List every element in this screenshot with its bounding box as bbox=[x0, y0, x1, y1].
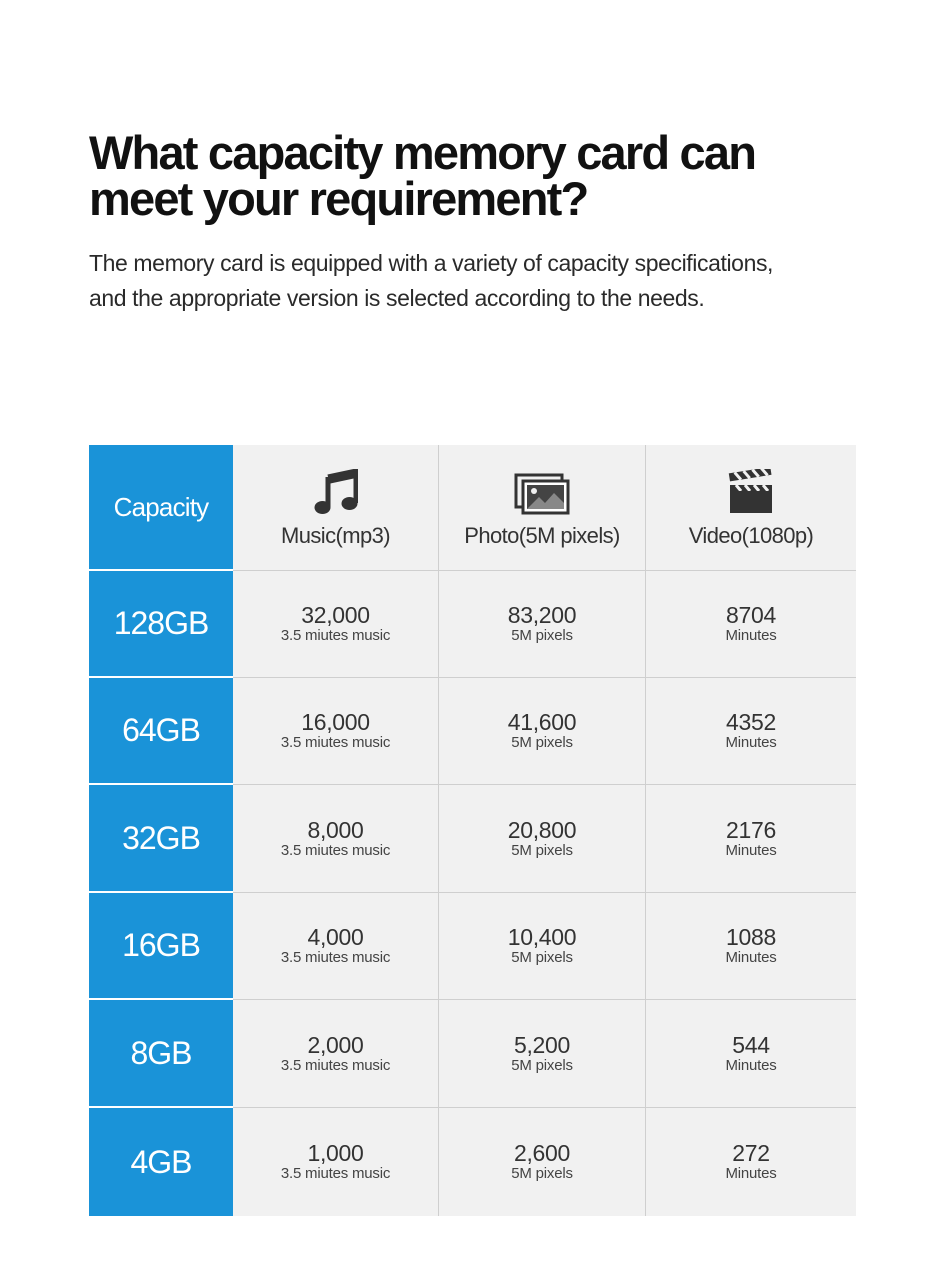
photo-gallery-icon bbox=[514, 467, 570, 515]
video-value: 4352 bbox=[726, 709, 776, 735]
video-cell bbox=[646, 1108, 856, 1216]
video-header bbox=[646, 445, 856, 571]
music-unit: 3.5 miutes music bbox=[280, 734, 391, 751]
video-value: 1088 bbox=[726, 924, 776, 950]
music-value: 1,000 bbox=[307, 1140, 364, 1166]
music-cell bbox=[233, 893, 439, 1000]
music-header-label: Music(mp3) bbox=[281, 522, 390, 548]
title-line-2: meet your requirement? bbox=[89, 172, 588, 225]
music-value: 16,000 bbox=[301, 709, 370, 735]
photo-unit: 5M pixels bbox=[511, 1165, 573, 1182]
video-header-label: Video(1080p) bbox=[688, 522, 814, 548]
video-cell bbox=[646, 571, 856, 678]
capacity-cell bbox=[89, 785, 233, 893]
video-cell bbox=[646, 1000, 856, 1108]
capacity-header bbox=[89, 445, 233, 571]
title-line-1: What capacity memory card can bbox=[89, 126, 756, 179]
music-cell bbox=[233, 678, 439, 785]
music-value: 32,000 bbox=[301, 602, 370, 628]
photo-cell bbox=[439, 893, 646, 1000]
photo-cell bbox=[439, 1000, 646, 1108]
video-unit: Minutes bbox=[725, 627, 777, 644]
video-value: 272 bbox=[732, 1140, 770, 1166]
music-unit: 3.5 miutes music bbox=[280, 1056, 391, 1074]
video-unit: Minutes bbox=[725, 841, 777, 859]
capacity-cell bbox=[89, 678, 233, 785]
video-cell bbox=[646, 678, 856, 785]
capacity-cell bbox=[89, 893, 233, 1000]
photo-unit: 5M pixels bbox=[511, 627, 573, 644]
photo-cell bbox=[439, 785, 646, 893]
photo-unit: 5M pixels bbox=[511, 1056, 573, 1074]
capacity-table bbox=[89, 445, 856, 1216]
capacity-cell bbox=[89, 571, 233, 678]
capacity-value: 32GB bbox=[122, 819, 200, 856]
music-cell bbox=[233, 1108, 439, 1216]
photo-unit: 5M pixels bbox=[511, 949, 573, 966]
photo-value: 20,800 bbox=[507, 816, 577, 843]
capacity-cell bbox=[89, 1108, 233, 1216]
video-unit: Minutes bbox=[725, 949, 777, 966]
music-value: 2,000 bbox=[307, 1031, 364, 1058]
capacity-value: 4GB bbox=[130, 1143, 192, 1180]
photo-unit: 5M pixels bbox=[511, 734, 573, 751]
video-unit: Minutes bbox=[725, 734, 777, 751]
music-header bbox=[233, 445, 439, 571]
photo-header-label: Photo(5M pixels) bbox=[464, 522, 620, 548]
video-value: 8704 bbox=[726, 602, 776, 628]
video-cell bbox=[646, 893, 856, 1000]
photo-value: 10,400 bbox=[507, 924, 577, 950]
page-title bbox=[89, 126, 869, 225]
capacity-cell bbox=[89, 1000, 233, 1108]
capacity-value: 64GB bbox=[122, 712, 200, 748]
page-subtitle bbox=[89, 246, 889, 316]
photo-cell bbox=[439, 571, 646, 678]
photo-value: 2,600 bbox=[513, 1140, 571, 1166]
capacity-header-label: Capacity bbox=[113, 491, 209, 522]
photo-cell bbox=[439, 678, 646, 785]
photo-value: 41,600 bbox=[507, 709, 577, 735]
video-unit: Minutes bbox=[725, 1165, 777, 1182]
music-value: 8,000 bbox=[307, 816, 364, 843]
capacity-value: 128GB bbox=[113, 605, 209, 641]
video-value: 544 bbox=[732, 1031, 770, 1058]
photo-header bbox=[439, 445, 646, 571]
subtitle-line-2: and the appropriate version is selected according to the needs. bbox=[89, 285, 705, 311]
video-unit: Minutes bbox=[725, 1056, 777, 1074]
music-cell bbox=[233, 571, 439, 678]
photo-cell bbox=[439, 1108, 646, 1216]
music-cell bbox=[233, 785, 439, 893]
music-value: 4,000 bbox=[307, 924, 364, 950]
photo-value: 5,200 bbox=[513, 1031, 571, 1058]
music-note-icon bbox=[314, 467, 358, 515]
music-unit: 3.5 miutes music bbox=[280, 1165, 391, 1182]
music-unit: 3.5 miutes music bbox=[280, 949, 391, 966]
video-cell bbox=[646, 785, 856, 893]
capacity-value: 8GB bbox=[130, 1034, 192, 1071]
music-cell bbox=[233, 1000, 439, 1108]
clapperboard-icon bbox=[728, 467, 774, 515]
music-unit: 3.5 miutes music bbox=[280, 841, 391, 859]
subtitle-line-1: The memory card is equipped with a variety of capacity specifications, bbox=[89, 250, 774, 276]
music-unit: 3.5 miutes music bbox=[280, 627, 391, 644]
photo-unit: 5M pixels bbox=[511, 841, 573, 859]
capacity-value: 16GB bbox=[122, 927, 200, 963]
video-value: 2176 bbox=[726, 816, 776, 843]
photo-value: 83,200 bbox=[507, 602, 577, 628]
